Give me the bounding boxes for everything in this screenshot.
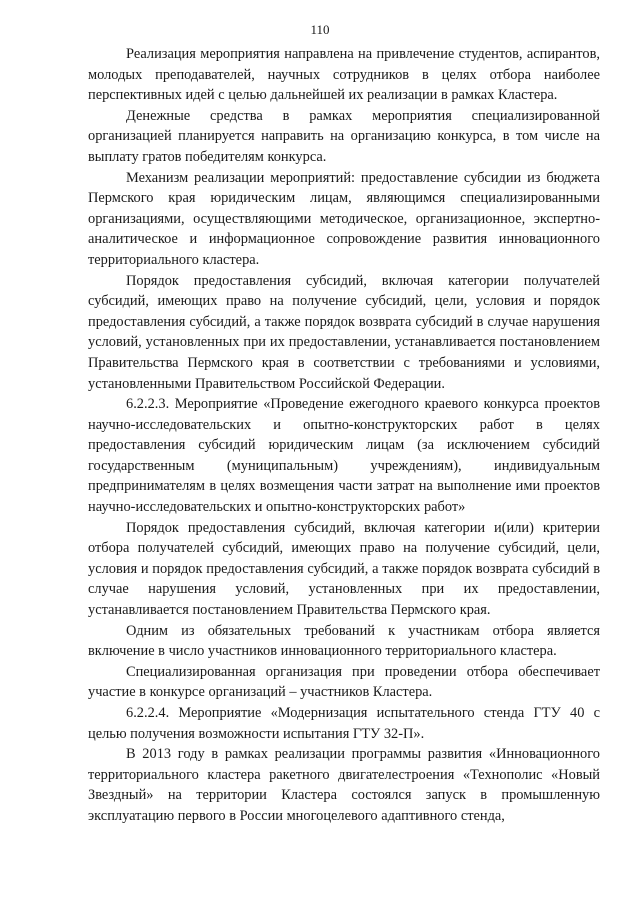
paragraph-9: 6.2.2.4. Мероприятие «Модернизация испытательного стенда ГТУ 40 с целью получения возможности испытания ГТУ 32-П». <box>88 705 600 742</box>
paragraph-7: Одним из обязательных требований к участникам отбора является включение в число участников инновационного территориального кластера. <box>88 622 600 660</box>
page-number: 110 <box>310 22 330 37</box>
paragraph-10: В 2013 году в рамках реализации программы развития «Инновационного территориального кластера ракетного двигателестроения «Технополис «Новый Звездный» на территории Кластера состоялся запуск в промышленную эксплуатацию первого в России многоцелевого адаптивного стенда, <box>88 746 600 824</box>
paragraph-4: Порядок предоставления субсидий, включая категории получателей субсидий, имеющих право на получение субсидий, цели, условия и порядок предоставления субсидий, а также порядок возврата субсидий в случае нарушения условий, установленных при их предоставлении, устанавливается постановлением Правительства Пермского края в соответствии с требованиями и условиями, установленными Правительством Российской Федерации. <box>88 272 600 392</box>
paragraph-5: 6.2.2.3. Мероприятие «Проведение ежегодного краевого конкурса проектов научно-исследовательских и опытно-конструкторских работ в целях предоставления субсидий юридическим лицам (за исключением субсидий государственным (муниципальным) учреждениям), индивидуальным предпринимателям в целях возмещения части затрат на выполнение ими проектов научно-исследовательских и опытно-конструкторских работ» <box>88 396 600 516</box>
paragraph-3: Механизм реализации мероприятий: предоставление субсидии из бюджета Пермского края юридическим лицам, являющимся специализированными организациями, осуществляющими методическое, организационное, экспертно-аналитическое и информационное сопровождение развития инновационного территориального кластера. <box>88 169 600 268</box>
paragraph-1: Реализация мероприятия направлена на привлечение студентов, аспирантов, молодых преподавателей, научных сотрудников в целях отбора наиболее перспективных идей с целью дальнейшей их реализации в рамках Кластера. <box>88 46 600 104</box>
document-body <box>88 44 600 827</box>
paragraph-8: Специализированная организация при проведении отбора обеспечивает участие в конкурсе организаций – участников Кластера. <box>88 663 600 701</box>
paragraph-6: Порядок предоставления субсидий, включая категории и(или) критерии отбора получателей субсидий, имеющих право на получение субсидий, цели, условия и порядок предоставления субсидий, а также порядок возврата субсидий в случае нарушения условий, установленных при их предоставлении, устанавливается постановлением Правительства Пермского края. <box>88 519 600 619</box>
paragraph-2: Денежные средства в рамках мероприятия специализированной организацией планируется направить на организацию конкурса, в том числе на выплату гратов победителям конкурса. <box>88 107 600 165</box>
